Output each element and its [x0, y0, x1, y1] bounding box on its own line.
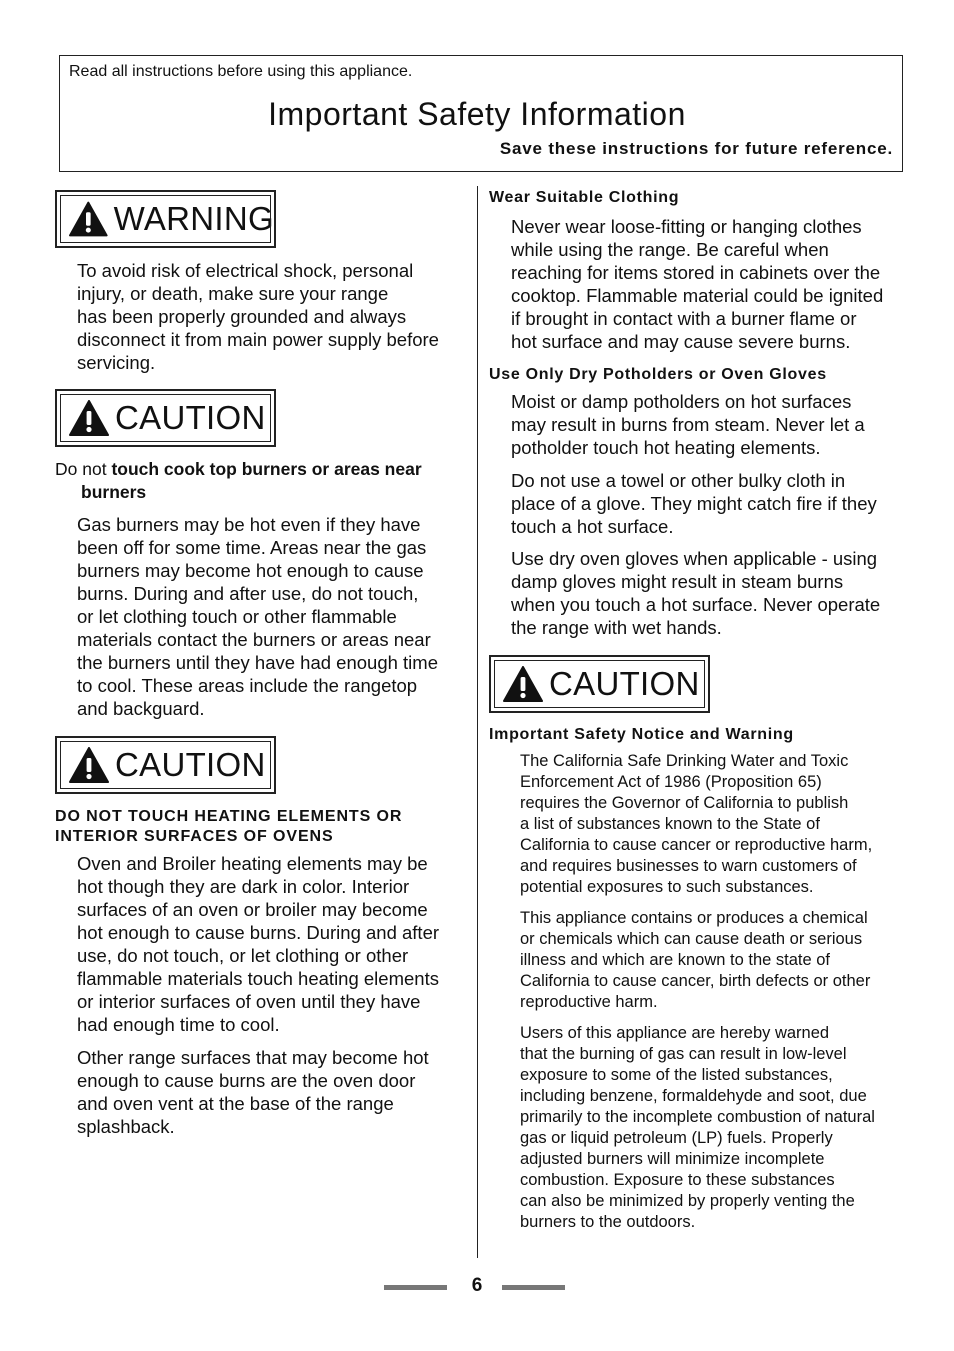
text-line: to cool. These areas include the rangetop — [77, 675, 418, 696]
page-number: 6 — [471, 1275, 483, 1296]
caution-box-2 — [55, 736, 276, 794]
caution1-heading — [55, 458, 422, 504]
text-line: surfaces of an oven or broiler may become — [77, 899, 428, 920]
text-line: California to cause cancer or reproductive harm, — [520, 836, 873, 854]
text-line: a list of substances known to the State of — [520, 815, 820, 833]
text-line: This appliance contains or produces a chemical — [520, 909, 868, 927]
notice-text-3 — [520, 1023, 875, 1233]
caution2-text-1 — [77, 852, 439, 1036]
text-line: hot enough to cause burns. During and after — [77, 922, 440, 943]
warning-box — [55, 190, 276, 248]
text-line: Oven and Broiler heating elements may be — [77, 853, 428, 874]
footer-bar-left — [384, 1285, 447, 1290]
page-title: Important Safety Information — [268, 96, 686, 132]
footer — [0, 1275, 954, 1299]
text-line: reproductive harm. — [520, 993, 658, 1011]
text-line: the burners until they have had enough time — [77, 652, 438, 673]
warning-text — [77, 259, 439, 374]
heading-line: DO NOT TOUCH HEATING ELEMENTS OR — [55, 808, 403, 825]
clothing-heading: Wear Suitable Clothing — [489, 189, 680, 206]
header-box — [59, 55, 903, 172]
text-line: damp gloves might result in steam burns — [511, 571, 844, 592]
text-line: hot though they are dark in color. Interior — [77, 876, 410, 897]
notice-text-2 — [520, 908, 870, 1013]
footer-bar-right — [502, 1285, 565, 1290]
text-line: primarily to the incomplete combustion of natural — [520, 1108, 875, 1126]
save-note: Save these instructions for future reference. — [499, 139, 893, 158]
notice-text-1 — [520, 751, 872, 898]
text-line: burners may become hot enough to cause — [77, 560, 424, 581]
notice-heading: Important Safety Notice and Warning — [489, 726, 794, 743]
text-line: use, do not touch, or let clothing or other — [77, 945, 409, 966]
text-line: disconnect it from main power supply before — [77, 329, 439, 350]
text-line: place of a glove. They might catch fire if they — [511, 493, 877, 514]
text-line: and oven vent at the base of the range — [77, 1093, 394, 1114]
text-line: flammable materials touch heating elements — [77, 968, 439, 989]
text-line: burners to the outdoors. — [520, 1213, 696, 1231]
text-line: exposure to some of the listed substances, — [520, 1066, 833, 1084]
text-line: requires the Governor of California to publish — [520, 794, 849, 812]
text-line: or interior surfaces of oven until they have — [77, 991, 421, 1012]
text-line: while using the range. Be careful when — [511, 239, 829, 260]
text-line: combustion. Exposure to these substances — [520, 1171, 835, 1189]
potholders-heading: Use Only Dry Potholders or Oven Gloves — [489, 366, 827, 383]
text-line: adjusted burners will minimize incomplete — [520, 1150, 825, 1168]
warning-triangle-icon — [503, 666, 543, 702]
text-line: Gas burners may be hot even if they have — [77, 514, 421, 535]
text-line: Enforcement Act of 1986 (Proposition 65) — [520, 773, 822, 791]
heading-bold: touch cook top burners or areas near — [111, 459, 422, 479]
text-line: potholder touch hot heating elements. — [511, 437, 821, 458]
text-line: the range with wet hands. — [511, 617, 722, 638]
text-line: enough to cause burns are the oven door — [77, 1070, 416, 1091]
text-line: had enough time to cool. — [77, 1014, 280, 1035]
text-line: cooktop. Flammable material could be ignited — [511, 285, 884, 306]
warning-triangle-icon — [69, 201, 108, 237]
text-line: Users of this appliance are hereby warned — [520, 1024, 830, 1042]
text-line: Other range surfaces that may become hot — [77, 1047, 429, 1068]
text-line: materials contact the burners or areas near — [77, 629, 431, 650]
text-line: reaching for items stored in cabinets over the — [511, 262, 881, 283]
text-line: has been properly grounded and always — [77, 306, 407, 327]
warning-triangle-icon — [69, 400, 109, 436]
text-line: and backguard. — [77, 698, 205, 719]
text-line: burns. During and after use, do not touch, — [77, 583, 419, 604]
text-line: servicing. — [77, 352, 156, 373]
caution-label: CAUTION — [549, 665, 700, 702]
heading-prefix: Do not — [55, 459, 112, 479]
text-line: Moist or damp potholders on hot surfaces — [511, 391, 852, 412]
text-line: hot surface and may cause severe burns. — [511, 331, 851, 352]
warning-triangle-icon — [69, 747, 109, 783]
text-line: can also be minimized by properly venting the — [520, 1192, 855, 1210]
caution-box-1 — [55, 389, 276, 447]
caution2-text-2 — [77, 1046, 429, 1138]
clothing-text — [511, 215, 883, 353]
text-line: been off for some time. Areas near the gas — [77, 537, 427, 558]
potholders-text-1 — [511, 390, 865, 459]
text-line: when you touch a hot surface. Never operate — [511, 594, 881, 615]
text-line: potential exposures to such substances. — [520, 878, 814, 896]
text-line: To avoid risk of electrical shock, personal — [77, 260, 414, 281]
text-line: if brought in contact with a burner flame or — [511, 308, 857, 329]
text-line: illness and which are known to the state of — [520, 951, 831, 969]
heading-line: INTERIOR SURFACES OF OVENS — [55, 828, 334, 845]
text-line: The California Safe Drinking Water and Toxic — [520, 752, 849, 770]
text-line: Do not use a towel or other bulky cloth in — [511, 470, 846, 491]
text-line: Use dry oven gloves when applicable - using — [511, 548, 878, 569]
heading-line: burners — [81, 482, 147, 502]
text-line: California to cause cancer, birth defects or other — [520, 972, 871, 990]
text-line: may result in burns from steam. Never let a — [511, 414, 865, 435]
text-line: including benzene, formaldehyde and soot, due — [520, 1087, 867, 1105]
warning-label: WARNING — [113, 200, 274, 237]
text-line: that the burning of gas can result in low-level — [520, 1045, 847, 1063]
text-line: splashback. — [77, 1116, 175, 1137]
text-line: injury, or death, make sure your range — [77, 283, 389, 304]
caution1-text — [77, 513, 438, 720]
text-line: or let clothing touch or other flammable — [77, 606, 397, 627]
caution2-heading — [55, 807, 402, 847]
header-intro: Read all instructions before using this appliance. — [69, 63, 413, 80]
column-divider — [477, 186, 478, 1258]
text-line: gas or liquid petroleum (LP) fuels. Properly — [520, 1129, 833, 1147]
potholders-text-2 — [511, 469, 877, 538]
text-line: or chemicals which can cause death or serious — [520, 930, 863, 948]
text-line: touch a hot surface. — [511, 516, 674, 537]
text-line: and requires businesses to warn customers of — [520, 857, 857, 875]
text-line: Never wear loose-fitting or hanging clothes — [511, 216, 862, 237]
potholders-text-3 — [511, 547, 880, 639]
heading-line — [55, 458, 422, 481]
caution-label: CAUTION — [115, 746, 266, 783]
caution-box-3 — [489, 655, 710, 713]
caution-label: CAUTION — [115, 399, 266, 436]
